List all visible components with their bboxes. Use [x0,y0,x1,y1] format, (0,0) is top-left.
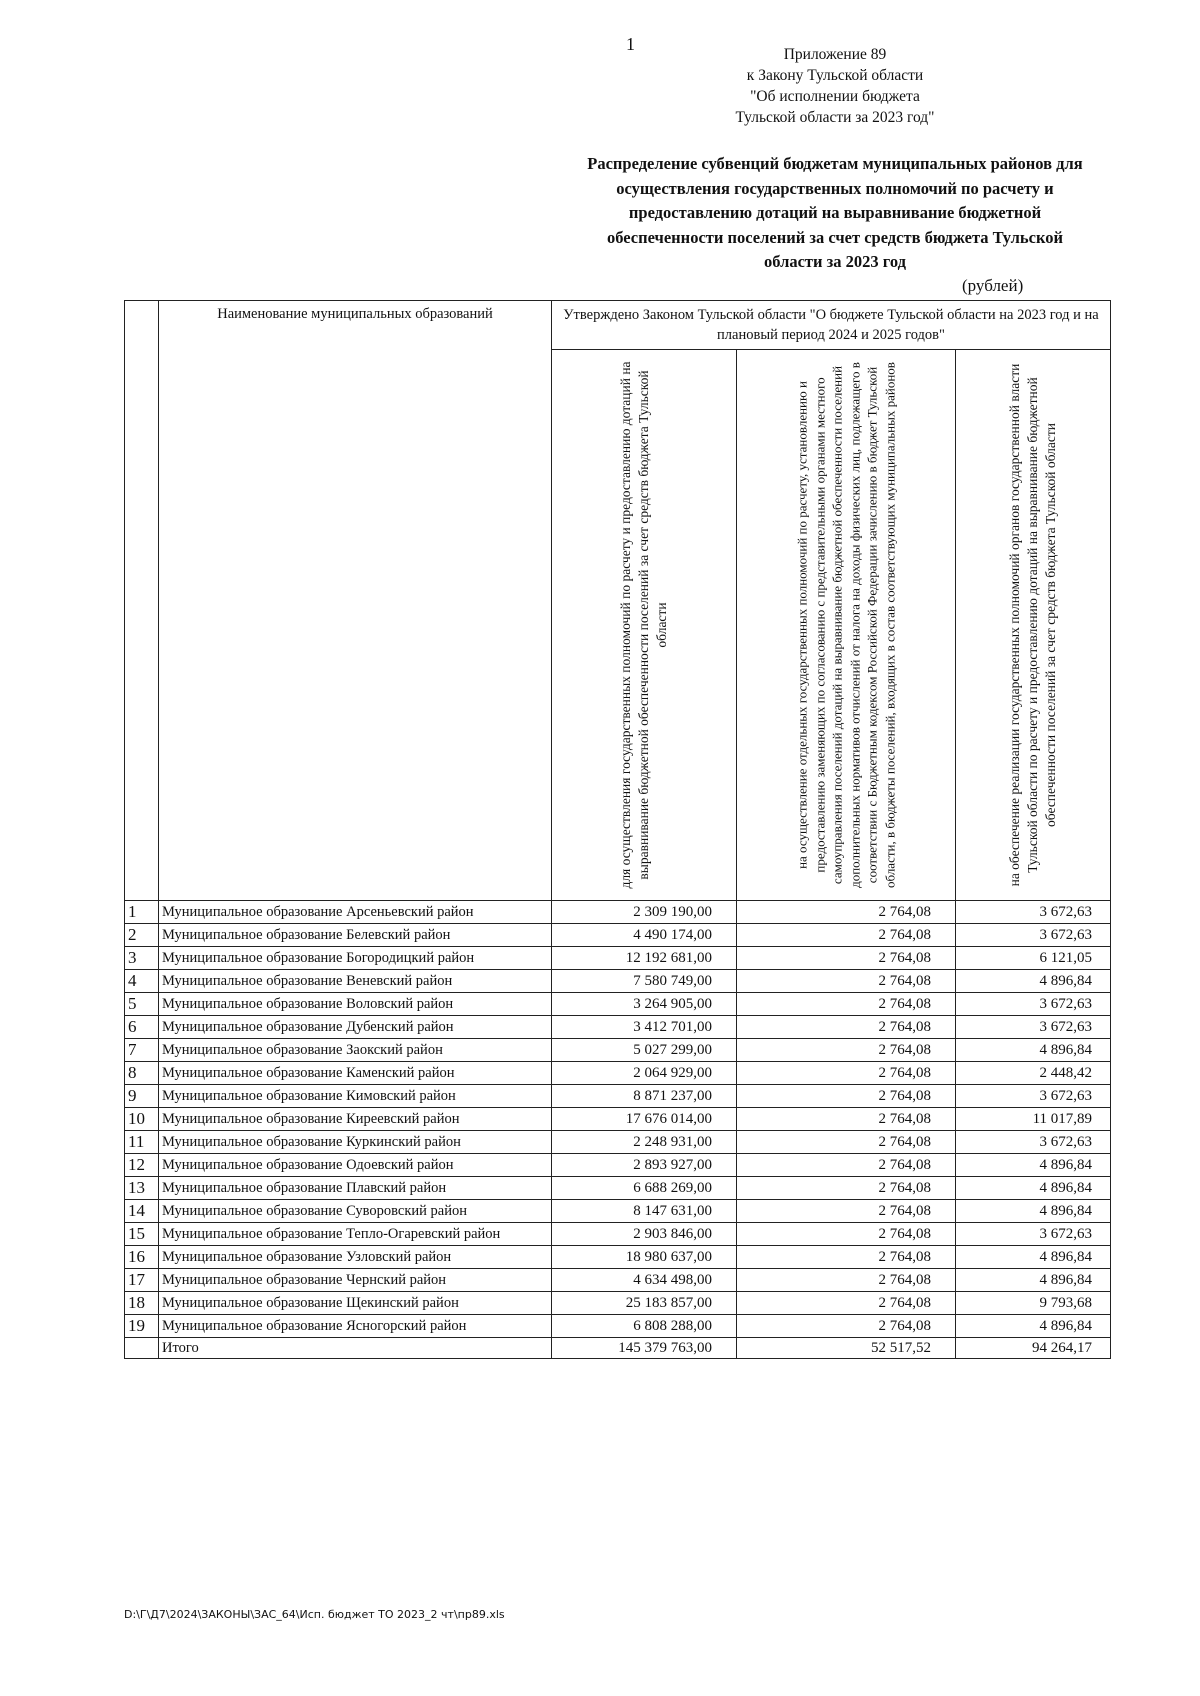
amount-admin: 4 896,84 [956,1269,1111,1292]
table-row [125,947,1111,970]
district-name: Муниципальное образование Заокский район [159,1039,552,1062]
row-number: 5 [125,993,159,1016]
district-name: Муниципальное образование Одоевский район [159,1154,552,1177]
district-name: Муниципальное образование Веневский район [159,970,552,993]
amount-admin: 3 672,63 [956,1085,1111,1108]
amount-ndfl: 2 764,08 [737,970,956,993]
amount-admin: 2 448,42 [956,1062,1111,1085]
row-number: 19 [125,1315,159,1338]
col-header-1: для осуществления государственных полномочий по расчету и предоставлению дотаций на выравнивание бюджетной обеспеченности поселений за счет средств бюджета Тульской области [618,361,669,889]
amount-main: 3 412 701,00 [552,1016,737,1039]
district-name: Муниципальное образование Белевский район [159,924,552,947]
district-name: Муниципальное образование Тепло-Огаревский район [159,1223,552,1246]
row-number: 17 [125,1269,159,1292]
amount-ndfl: 2 764,08 [737,1246,956,1269]
amount-ndfl: 2 764,08 [737,1177,956,1200]
amount-ndfl: 2 764,08 [737,1269,956,1292]
amount-main: 2 903 846,00 [552,1223,737,1246]
amount-ndfl: 2 764,08 [737,1200,956,1223]
district-name: Муниципальное образование Ясногорский район [159,1315,552,1338]
appendix-line: Приложение 89 [783,46,887,63]
title-line: Распределение субвенций бюджетам муниципальных районов для [587,154,1083,173]
appendix-line: "Об исполнении бюджета [750,88,920,105]
amount-ndfl: 2 764,08 [737,924,956,947]
amount-admin: 4 896,84 [956,1315,1111,1338]
table-row [125,1039,1111,1062]
amount-ndfl: 2 764,08 [737,1223,956,1246]
row-number: 4 [125,970,159,993]
amount-ndfl: 2 764,08 [737,1016,956,1039]
amount-ndfl: 2 764,08 [737,1131,956,1154]
row-number: 14 [125,1200,159,1223]
row-number: 1 [125,901,159,924]
total-amount-admin: 94 264,17 [956,1338,1111,1359]
amount-main: 12 192 681,00 [552,947,737,970]
row-number: 3 [125,947,159,970]
col-header-2-cell [737,350,956,901]
amount-main: 18 980 637,00 [552,1246,737,1269]
row-number: 13 [125,1177,159,1200]
table-row [125,1315,1111,1338]
row-number: 10 [125,1108,159,1131]
amount-admin: 3 672,63 [956,924,1111,947]
amount-admin: 4 896,84 [956,1177,1111,1200]
amount-admin: 3 672,63 [956,1016,1111,1039]
amount-ndfl: 2 764,08 [737,1292,956,1315]
total-row [125,1338,1111,1359]
amount-main: 8 871 237,00 [552,1085,737,1108]
amount-main: 4 634 498,00 [552,1269,737,1292]
table-row [125,1108,1111,1131]
district-name: Муниципальное образование Куркинский район [159,1131,552,1154]
name-header: Наименование муниципальных образований [159,301,552,901]
amount-main: 2 309 190,00 [552,901,737,924]
amount-main: 8 147 631,00 [552,1200,737,1223]
row-number: 8 [125,1062,159,1085]
col-header-1-cell [552,350,737,901]
table-row [125,901,1111,924]
table-row [125,1292,1111,1315]
approved-header: Утверждено Законом Тульской области "О бюджете Тульской области на 2023 год и на плановый период 2024 и 2025 годов" [552,301,1111,350]
amount-main: 2 248 931,00 [552,1131,737,1154]
col-header-3-cell [956,350,1111,901]
amount-ndfl: 2 764,08 [737,993,956,1016]
amount-admin: 11 017,89 [956,1108,1111,1131]
header-row-top [125,301,1111,350]
col-header-3: на обеспечение реализации государственных полномочий органов государственной власти Тульской области по расчету и предоставлению дотаций на выравнивание бюджетной обеспеченности поселений за счет средств бюджета Тульской области [1007,363,1058,887]
amount-admin: 4 896,84 [956,1039,1111,1062]
row-number: 2 [125,924,159,947]
row-number: 6 [125,1016,159,1039]
total-amount-ndfl: 52 517,52 [737,1338,956,1359]
table-row [125,1131,1111,1154]
district-name: Муниципальное образование Чернский район [159,1269,552,1292]
amount-ndfl: 2 764,08 [737,1154,956,1177]
total-num-cell [125,1338,159,1359]
amount-admin: 3 672,63 [956,901,1111,924]
amount-admin: 3 672,63 [956,1131,1111,1154]
amount-main: 2 064 929,00 [552,1062,737,1085]
col-header-2: на осуществление отдельных государственных полномочий по расчету, установлению и предоставлению заменяющих по согласованию с представительными органами местного самоуправления поселений дотаций на выравнивание бюджетной обеспеченности поселений дополнительных нормативов отчислений от налога на доходы физических лиц, подлежащего в соответствии с Бюджетным кодексом Российской Федерации зачислению в бюджет Тульской области, в бюджеты поселений, входящих в состав соответствующих муниципальных районов [794,362,897,888]
amount-ndfl: 2 764,08 [737,1315,956,1338]
row-number: 12 [125,1154,159,1177]
amount-ndfl: 2 764,08 [737,1062,956,1085]
row-number: 15 [125,1223,159,1246]
table-row [125,993,1111,1016]
district-name: Муниципальное образование Киреевский район [159,1108,552,1131]
title-line: области за 2023 год [764,252,906,271]
amount-main: 6 808 288,00 [552,1315,737,1338]
amount-main: 2 893 927,00 [552,1154,737,1177]
row-number: 11 [125,1131,159,1154]
amount-admin: 4 896,84 [956,1154,1111,1177]
appendix-line: Тульской области за 2023 год" [735,109,935,126]
total-amount-main: 145 379 763,00 [552,1338,737,1359]
amount-admin: 9 793,68 [956,1292,1111,1315]
amount-ndfl: 2 764,08 [737,1085,956,1108]
amount-admin: 4 896,84 [956,1200,1111,1223]
district-name: Муниципальное образование Узловский район [159,1246,552,1269]
district-name: Муниципальное образование Богородицкий район [159,947,552,970]
table-row [125,1016,1111,1039]
subsidy-table [124,300,1111,1359]
document-title [555,152,1115,275]
amount-main: 3 264 905,00 [552,993,737,1016]
page-number: 1 [626,34,635,54]
table-row [125,1246,1111,1269]
table-row [125,1177,1111,1200]
table-row [125,1200,1111,1223]
table-row [125,1085,1111,1108]
table-row [125,924,1111,947]
district-name: Муниципальное образование Воловский район [159,993,552,1016]
amount-admin: 6 121,05 [956,947,1111,970]
amount-main: 25 183 857,00 [552,1292,737,1315]
amount-ndfl: 2 764,08 [737,1039,956,1062]
amount-ndfl: 2 764,08 [737,1108,956,1131]
district-name: Муниципальное образование Дубенский район [159,1016,552,1039]
appendix-note [690,44,980,128]
file-path: D:\Г\Д7\2024\ЗАКОНЫ\ЗАС_64\Исп. бюджет ТО 2023_2 чт\пр89.xls [124,1608,505,1621]
table-row [125,1269,1111,1292]
total-label: Итого [159,1338,552,1359]
amount-admin: 4 896,84 [956,970,1111,993]
district-name: Муниципальное образование Щекинский район [159,1292,552,1315]
amount-main: 5 027 299,00 [552,1039,737,1062]
amount-admin: 3 672,63 [956,1223,1111,1246]
district-name: Муниципальное образование Суворовский район [159,1200,552,1223]
amount-ndfl: 2 764,08 [737,947,956,970]
row-number: 18 [125,1292,159,1315]
row-number: 9 [125,1085,159,1108]
row-number: 7 [125,1039,159,1062]
amount-main: 4 490 174,00 [552,924,737,947]
district-name: Муниципальное образование Арсеньевский район [159,901,552,924]
units-label: (рублей) [962,276,1024,295]
table-row [125,1062,1111,1085]
title-line: обеспеченности поселений за счет средств бюджета Тульской [607,227,1063,247]
table-row [125,1223,1111,1246]
amount-main: 7 580 749,00 [552,970,737,993]
district-name: Муниципальное образование Плавский район [159,1177,552,1200]
district-name: Муниципальное образование Каменский район [159,1062,552,1085]
amount-main: 17 676 014,00 [552,1108,737,1131]
row-number: 16 [125,1246,159,1269]
title-line: предоставлению дотаций на выравнивание бюджетной [628,203,1042,222]
num-header-cell [125,301,159,901]
amount-ndfl: 2 764,08 [737,901,956,924]
table-row [125,1154,1111,1177]
title-line: осуществления государственных полномочий по расчету и [616,178,1054,198]
table-row [125,970,1111,993]
amount-main: 6 688 269,00 [552,1177,737,1200]
amount-admin: 3 672,63 [956,993,1111,1016]
amount-admin: 4 896,84 [956,1246,1111,1269]
district-name: Муниципальное образование Кимовский район [159,1085,552,1108]
appendix-line: к Закону Тульской области [746,67,924,84]
